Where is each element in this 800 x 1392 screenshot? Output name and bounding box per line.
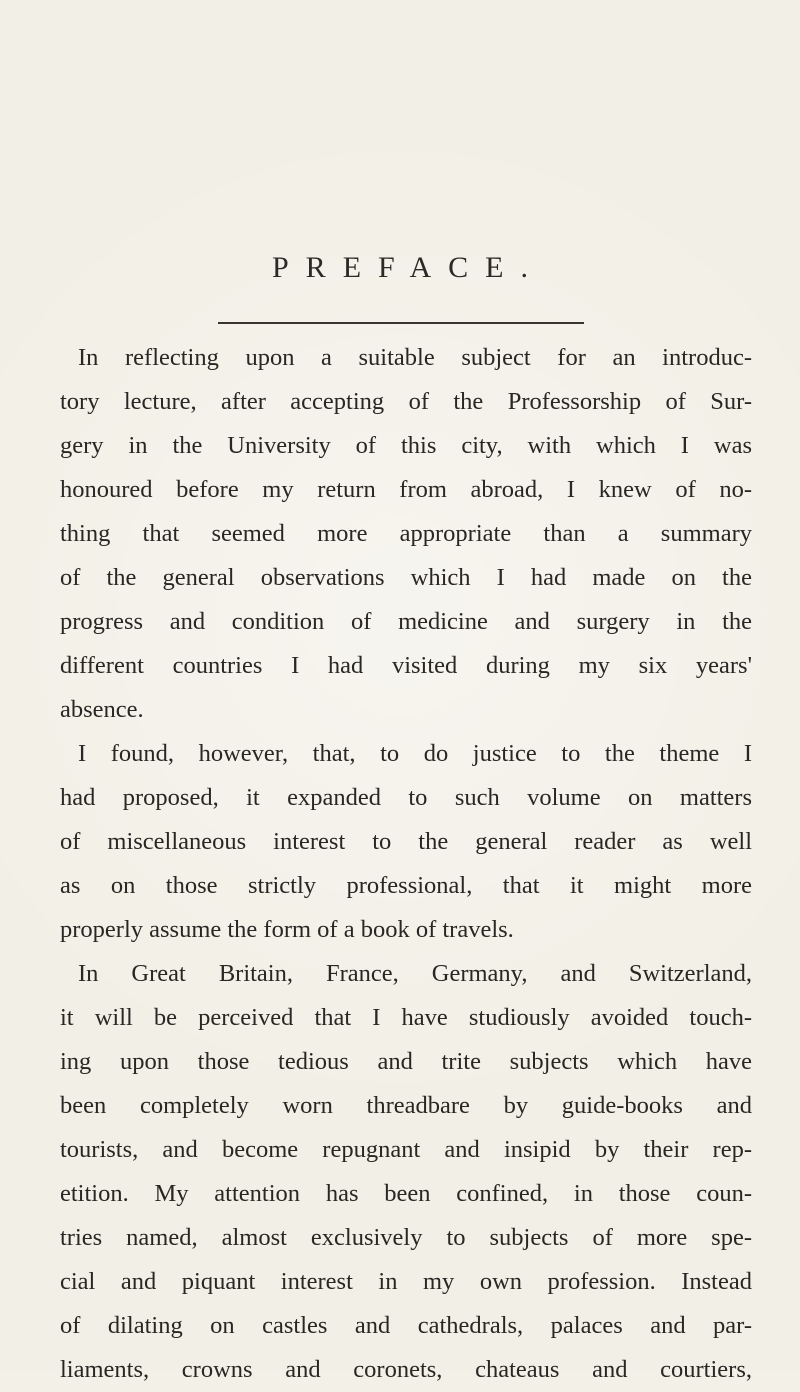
text-line: cial and piquant interest in my own profession. Instead: [60, 1268, 752, 1295]
text-line: tourists, and become repugnant and insipid by their rep-: [60, 1136, 752, 1163]
text-line: had proposed, it expanded to such volume on matters: [60, 784, 752, 811]
text-line: it will be perceived that I have studiously avoided touch-: [60, 1004, 752, 1031]
text-line: of miscellaneous interest to the general reader as well: [60, 828, 752, 855]
text-line: as on those strictly professional, that it might more: [60, 872, 752, 899]
text-line: ing upon those tedious and trite subjects which have: [60, 1048, 752, 1075]
heading-rule: [218, 322, 584, 324]
text-line: tries named, almost exclusively to subjects of more spe-: [60, 1224, 752, 1251]
text-line: I found, however, that, to do justice to the theme I: [78, 740, 752, 767]
text-line: absence.: [60, 696, 144, 723]
text-line: of dilating on castles and cathedrals, palaces and par-: [60, 1312, 752, 1339]
text-line: different countries I had visited during my six years': [60, 652, 752, 679]
preface-text: [60, 336, 752, 1392]
text-line: gery in the University of this city, with which I was: [60, 432, 752, 459]
text-line: been completely worn threadbare by guide-books and: [60, 1092, 752, 1119]
text-line: thing that seemed more appropriate than a summary: [60, 520, 752, 547]
text-line: honoured before my return from abroad, I knew of no-: [60, 476, 752, 503]
text-line: properly assume the form of a book of travels.: [60, 916, 514, 943]
text-line: tory lecture, after accepting of the Professorship of Sur-: [60, 388, 752, 415]
text-line: etition. My attention has been confined, in those coun-: [60, 1180, 752, 1207]
text-line: of the general observations which I had made on the: [60, 564, 752, 591]
text-line: In reflecting upon a suitable subject for an introduc-: [78, 344, 752, 371]
text-line: In Great Britain, France, Germany, and Switzerland,: [78, 960, 752, 987]
page-heading: PREFACE.: [272, 251, 545, 284]
text-line: progress and condition of medicine and surgery in the: [60, 608, 752, 635]
text-line: liaments, crowns and coronets, chateaus and courtiers,: [60, 1356, 752, 1383]
